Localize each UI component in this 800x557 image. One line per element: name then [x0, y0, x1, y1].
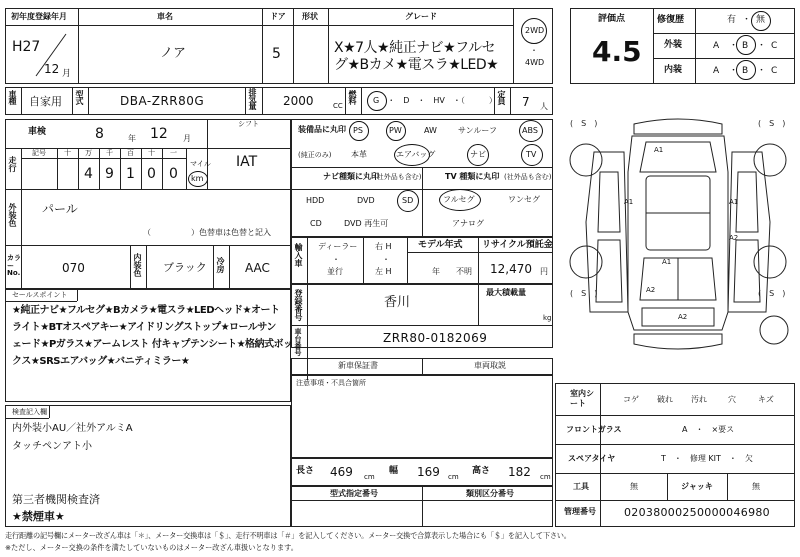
- grade-label: グレード: [405, 12, 437, 21]
- color-no-value: 070: [62, 261, 85, 275]
- tools-value: 無: [630, 482, 638, 491]
- color-no-label: カラーNo.: [7, 254, 21, 278]
- seat-stain: 汚れ: [691, 395, 707, 404]
- class-number-label: 類別区分番号: [466, 489, 514, 498]
- damage-mark-a1: A1: [729, 198, 739, 206]
- mileage-digit: 0: [169, 166, 178, 182]
- cm-unit: cm: [364, 473, 375, 481]
- capacity-value: 7: [522, 95, 530, 109]
- equip-abs: ABS: [522, 126, 538, 135]
- equip-aw: AW: [424, 126, 437, 135]
- max-load-label: 最大積載量: [486, 288, 526, 297]
- tools-label: 工具: [573, 482, 589, 491]
- model-year-label: モデル年式: [418, 240, 463, 250]
- capacity-label: 定員: [497, 90, 506, 104]
- spare-tire-options: T ・ 修理 KIT ・ 欠: [661, 454, 753, 463]
- sales-point-label: セールスポイント: [12, 291, 68, 299]
- mileage-header-code: 記号: [32, 149, 46, 157]
- score-label: 評価点: [598, 14, 626, 24]
- import-left-h: 左 H: [375, 267, 392, 276]
- seat-tear: 破れ: [657, 395, 673, 404]
- interior-color-value: ブラック: [163, 261, 207, 274]
- notes-box: [291, 375, 553, 458]
- equip-navi: ナビ: [470, 150, 486, 159]
- km-unit: km: [191, 174, 204, 183]
- interior-label: 内装: [664, 65, 683, 75]
- cm-unit: cm: [448, 473, 459, 481]
- repair-no: 無: [756, 15, 766, 25]
- sales-line-1: ★純正ナビ★フルセグ★Bカメラ★電スラ★LEDヘッド★オート: [12, 305, 280, 316]
- jack-label: ジャッキ: [681, 482, 713, 491]
- import-label: 輸入車: [294, 243, 303, 267]
- recycle-value: 12,470: [490, 262, 532, 276]
- capacity-unit: 人: [540, 102, 548, 111]
- svg-text:( S ): ( S ): [570, 289, 598, 298]
- mileage-header-sen: 千: [106, 149, 113, 157]
- notes-label: 注意事項・不具合箇所: [296, 379, 366, 387]
- displacement-value: 2000: [283, 94, 314, 108]
- mileage-header-hyaku: 百: [127, 149, 134, 157]
- car-name-label: 車名: [157, 12, 173, 21]
- equipment-label: 装備品に丸印: [298, 125, 346, 134]
- inspection-month-unit: 月: [183, 134, 191, 143]
- grade-line-2: グ★Bカメ★電スラ★LED★: [334, 57, 499, 73]
- jack-value: 無: [752, 482, 760, 491]
- footer-note-1: 走行距離の記号欄にメーター改ざん車は「＊」、メーター交換車は「＄」、走行不明車は「＃」を記入してください。メーター交換で合算表示した場合にも「＄」を記入して下さい。: [5, 531, 571, 540]
- width-value: 169: [417, 465, 440, 479]
- tv-type-sub: (社外品も含む): [504, 173, 552, 181]
- seat-burn: コゲ: [623, 395, 639, 404]
- drive-2wd: 2WD: [525, 26, 545, 35]
- fuel-label: 燃料: [348, 90, 357, 104]
- inspection-year-unit: 年: [128, 134, 136, 143]
- equip-airbag: エアバッグ: [396, 150, 436, 159]
- seat-scratch: キズ: [758, 395, 774, 404]
- nav-type-label: ナビ種類に丸印: [323, 172, 379, 181]
- use-value: 自家用: [29, 95, 62, 108]
- mileage-header-1: 一: [170, 149, 177, 157]
- mileage-header-10man: 十: [64, 149, 71, 157]
- height-value: 182: [508, 465, 531, 479]
- management-number-label: 管理番号: [564, 507, 596, 516]
- damage-mark-a2: A2: [678, 313, 688, 321]
- width-label: 幅: [389, 466, 399, 476]
- no-smoking-car: ★禁煙車★: [12, 510, 65, 523]
- mileage-header-10: 十: [148, 149, 155, 157]
- int-grade-a: A: [713, 66, 720, 76]
- shape-label: 形状: [302, 12, 318, 21]
- model-year-unknown: 不明: [456, 267, 472, 276]
- frame-label: 車台番号: [294, 328, 302, 356]
- import-parallel: 並行: [327, 267, 343, 276]
- ext-grade-b: B: [742, 41, 749, 51]
- import-right-h: 右 H: [375, 242, 392, 251]
- int-grade-b: B: [742, 66, 749, 76]
- drive-4wd: 4WD: [525, 58, 545, 67]
- mileage-digit: 0: [147, 166, 156, 182]
- first-reg-month-unit: 月: [62, 69, 72, 79]
- repair-label: 修復歴: [657, 15, 685, 25]
- inspection-label: 車検: [28, 127, 47, 137]
- mileage-digit: 4: [84, 166, 93, 182]
- tv-oneseg: ワンセグ: [508, 195, 540, 204]
- frame-value: ZRR80-0182069: [383, 331, 488, 345]
- recycle-yen: 円: [540, 267, 548, 276]
- ac-value: AAC: [245, 261, 270, 275]
- import-dealer: ディーラー: [318, 242, 358, 251]
- recycle-label: リサイクル預託金: [482, 240, 553, 250]
- nav-hdd: HDD: [306, 196, 325, 205]
- exterior-color-value: パール: [42, 202, 78, 216]
- interior-color-label: 内装色: [133, 253, 142, 277]
- equip-tv: TV: [526, 150, 537, 159]
- mile-unit: マイル: [190, 160, 211, 168]
- damage-mark-a2: A2: [729, 234, 739, 242]
- damage-mark-a1: A1: [654, 146, 664, 154]
- dot: ・: [332, 255, 340, 264]
- door-label: ドア: [270, 12, 286, 21]
- model-year-unit: 年: [432, 267, 440, 276]
- exterior-color-label: 外装色: [8, 203, 17, 227]
- type-number-label: 型式指定番号: [330, 489, 378, 498]
- inspection-year: 8: [95, 126, 104, 142]
- max-load-unit: kg: [543, 314, 552, 322]
- third-party-inspected: 第三者機関検査済: [12, 493, 100, 506]
- new-car-warranty: 新車保証書: [338, 361, 378, 370]
- svg-text:( S ): ( S ): [758, 119, 786, 128]
- ext-grade-c: C: [771, 41, 778, 51]
- exterior-label: 外装: [664, 40, 683, 50]
- tv-type-label: TV 種類に丸印: [445, 172, 500, 181]
- seat-label: 室内シート: [570, 389, 594, 409]
- windshield-options: A ・ ×要ス: [682, 425, 735, 434]
- car-name-value: ノア: [160, 46, 187, 61]
- color-change-note: （ ）色替車は色替と記入: [143, 228, 271, 237]
- int-grade-c: C: [771, 66, 778, 76]
- damage-mark-a2: A2: [646, 286, 656, 294]
- inspection-month: 12: [150, 126, 168, 142]
- mileage-digit: 1: [126, 166, 135, 182]
- windshield-label: フロントガラス: [566, 425, 622, 434]
- ext-grade-a: A: [713, 41, 720, 51]
- nav-dvd-playable: DVD 再生可: [344, 219, 389, 228]
- plate-label: 登録番号: [294, 289, 303, 321]
- equip-sunroof: サンルーフ: [458, 126, 497, 135]
- tv-fullseg: フルセグ: [443, 195, 475, 204]
- tv-analog: アナログ: [452, 219, 484, 228]
- sales-line-2: ライト★BTオスペアキー★アイドリングストップ★ロールサン: [12, 322, 276, 333]
- sales-line-4: クス★SRSエアバッグ★バニティミラー★: [12, 356, 190, 367]
- repair-yes: 有: [727, 15, 737, 25]
- mileage-digit: 9: [105, 166, 114, 182]
- svg-text:( S ): ( S ): [758, 289, 786, 298]
- sales-line-3: ェード★Pガラス★アームレスト 付キャプテンシート★格納式ボッ: [12, 339, 293, 350]
- footer-note-2: ※ただし、メーター交換の条件を満たしていないものはメーター改ざん車扱いとなります。: [5, 543, 298, 552]
- equip-leather: 本革: [351, 150, 367, 159]
- use-label: 車種: [8, 90, 17, 104]
- mileage-label: 走行: [8, 156, 17, 172]
- car-damage-diagram: [562, 112, 794, 372]
- dot: ・: [382, 255, 390, 264]
- length-value: 469: [330, 465, 353, 479]
- length-label: 長さ: [296, 466, 315, 476]
- cm-unit: cm: [540, 473, 551, 481]
- first-reg-era-year: H27: [12, 39, 41, 55]
- nav-type-sub: (社外品も含む): [374, 173, 422, 181]
- seat-hole: 穴: [728, 395, 736, 404]
- shift-label: シフト: [238, 120, 259, 128]
- model-label: 型式: [75, 90, 84, 104]
- svg-text:( S ): ( S ): [570, 119, 598, 128]
- equip-ps: PS: [353, 126, 363, 135]
- check-label: 検査記入欄: [12, 408, 47, 416]
- first-reg-month: 12: [44, 62, 60, 76]
- first-reg-label: 初年度登録年月: [11, 12, 67, 21]
- shift-value: IAT: [236, 154, 258, 170]
- damage-mark-a1: A1: [662, 258, 672, 266]
- displacement-label: 排気量: [248, 88, 257, 109]
- management-number-value: 02038000250000046980: [624, 506, 770, 519]
- score-value: 4.5: [592, 35, 642, 68]
- nav-dvd: DVD: [357, 196, 375, 205]
- nav-sd: SD: [402, 196, 414, 205]
- check-line-2: タッチペンアト小: [12, 441, 92, 452]
- damage-mark-a1: A1: [624, 198, 634, 206]
- repair-dot: ・: [742, 15, 752, 25]
- check-line-1: 内外装小AU／社外アルミA: [12, 423, 133, 434]
- equipment-sub: (純正のみ): [298, 151, 332, 159]
- fuel-options: G ・ D ・ HV ・（ ）: [373, 96, 497, 105]
- equip-pw: PW: [389, 126, 402, 135]
- grade-line-1: X★7人★純正ナビ★フルセ: [334, 40, 496, 56]
- model-value: DBA-ZRR80G: [120, 94, 205, 108]
- nav-cd: CD: [310, 219, 322, 228]
- height-label: 高さ: [472, 466, 491, 476]
- spare-tire-label: スペアタイヤ: [568, 454, 616, 463]
- ac-label: 冷房: [216, 257, 225, 273]
- mileage-header-man: 万: [85, 149, 92, 157]
- doors-value: 5: [272, 46, 281, 62]
- owner-manual: 車両取説: [474, 361, 506, 370]
- plate-value: 香川: [384, 295, 411, 310]
- cc-unit: CC: [333, 102, 343, 110]
